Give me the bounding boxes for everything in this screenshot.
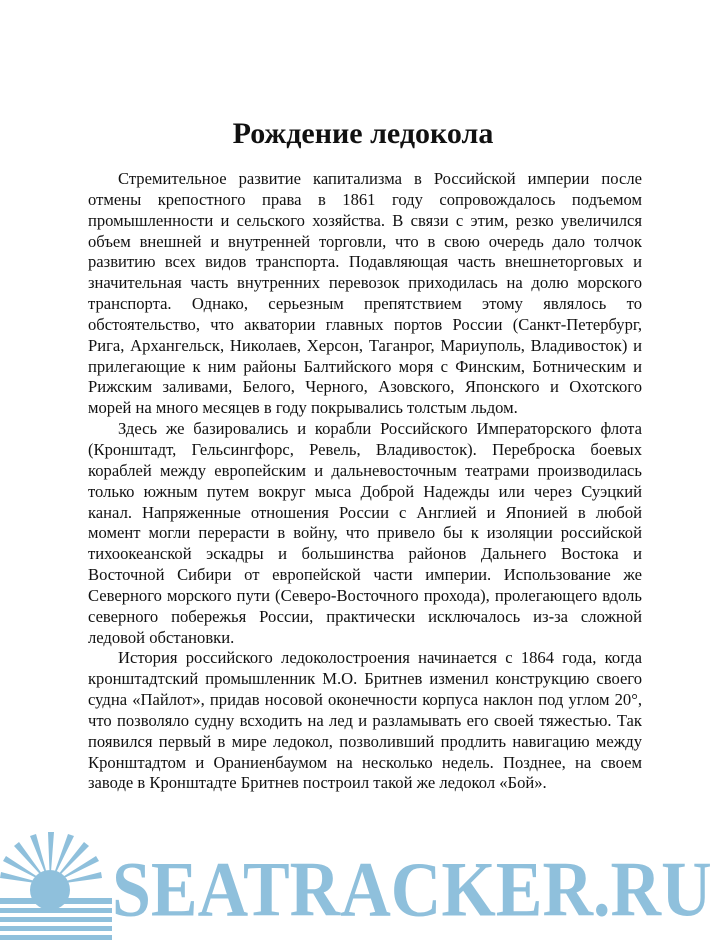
paragraph-3: История российского ледоколостроения начинается с 1864 года, когда кронштадтский промышленник М.О. Бритнев изменил конструкцию своего судна «Пайлот», придав носовой оконечности корпуса наклон под углом 20°, что позволяло судну всходить на лед и разламывать его своей тяжестью. Так появился первый в мире ледокол, позволивший продлить навигацию между Кронштадтом и Ораниенбаумом на несколько недель. Позднее, на своем заводе в Кронштадте Бритнев построил такой же ледокол «Бой». xyxy=(88,648,642,793)
article-body xyxy=(88,169,642,794)
paragraph-2: Здесь же базировались и корабли Российского Императорского флота (Кронштадт, Гельсингфорс, Ревель, Владивосток). Переброска боевых кораблей между европейским и дальневосточным театрами производилась только южным путем вокруг мыса Доброй Надежды или через Суэцкий канал. Напряженные отношения России с Англией и Японией в любой момент могли перерасти в войну, что привело бы к изоляции российской тихоокеанской эскадры и большинства районов Дальнего Востока и Восточной Сибири от европейской части империи. Использование же Северного морского пути (Северо-Восточного прохода), пролегающего вдоль северного побережья России, практически исключалось из-за сложной ледовой обстановки. xyxy=(88,419,642,647)
site-watermark xyxy=(0,828,726,945)
sun-over-sea-icon xyxy=(0,828,112,945)
page-title: Рождение ледокола xyxy=(232,117,494,150)
watermark-text: SEATRACKER.RU xyxy=(112,847,712,934)
paragraph-1: Стремительное развитие капитализма в Российской империи после отмены крепостного права в 1861 году сопровождалось подъемом промышленности и сельского хозяйства. В связи с этим, резко увеличился объем внешней и внутренней торговли, что в свою очередь дало толчок развитию всех видов транспорта. Подавляющая часть внешнеторговых и значительная часть внутренних перевозок приходилась на долю морского транспорта. Однако, серьезным препятствием этому являлось то обстоятельство, что акватории главных портов России (Санкт-Петербург, Рига, Архангельск, Николаев, Херсон, Таганрог, Мариуполь, Владивосток) и прилегающие к ним районы Балтийского моря с Финским, Ботническим и Рижским заливами, Белого, Черного, Азовского, Японского и Охотского морей на много месяцев в году покрывались толстым льдом. xyxy=(88,169,642,418)
